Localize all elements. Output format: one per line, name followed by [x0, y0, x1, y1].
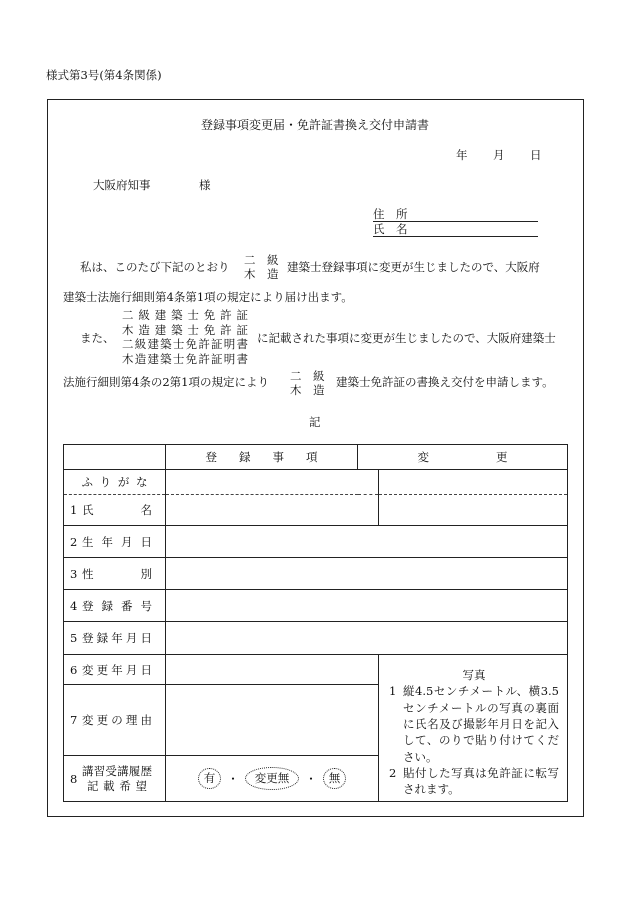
para1-post: 建築士登録事項に変更が生じましたので、大阪府: [287, 260, 540, 274]
para2-line2-post: 建築士免許証の書換え交付を申請します。: [336, 375, 554, 389]
address-label: 住 所: [373, 207, 408, 221]
row-sex-cell[interactable]: [166, 558, 568, 590]
row-change-date-label: 6 変更年月日: [64, 655, 166, 685]
furigana-change-cell[interactable]: [379, 470, 568, 495]
row-name-label: 1 氏名: [64, 495, 166, 526]
para1-line2: 建築士法施行細則第4条第1項の規定により届け出ます。: [63, 290, 353, 304]
registration-table: [63, 444, 568, 802]
license-mokuzo-shomeisho: 木造建築士免許証明書: [122, 352, 248, 367]
furigana-registration-cell[interactable]: [166, 470, 379, 495]
furigana-text: ふ り が な: [81, 475, 148, 489]
row-sex-label: 3 性別: [64, 558, 166, 590]
photo-title: 写真: [462, 668, 486, 682]
license-nikyu-shomeisho: 二級建築士免許証明書: [122, 337, 248, 352]
header-registration-item: 登 録 事 項: [166, 445, 358, 470]
addressee-honorific: 様: [199, 178, 211, 192]
choice-no-change[interactable]: 変更無: [245, 767, 300, 791]
para2-line2-pre: 法施行細則第4条の2第1項の規定により: [63, 375, 269, 389]
para2-post: に記載された事項に変更が生じましたので、大阪府建築士: [257, 331, 556, 345]
choice-separator-2: ・: [305, 771, 317, 786]
row-registration-date-cell[interactable]: [166, 622, 568, 655]
header-blank: [64, 445, 166, 470]
name-line: [373, 236, 538, 237]
row-change-reason-label: 7 変更の理由: [64, 685, 166, 756]
addressee-name: 大阪府知事: [93, 178, 151, 192]
photo-note-2: 2 貼付した写真は免許証に転写されます。: [389, 765, 559, 797]
para2-options: [290, 369, 325, 398]
choice-none[interactable]: 無: [323, 768, 347, 790]
photo-note-1: 1 縦4.5センチメートル、横3.5センチメートルの写真の裏面に氏名及び撮影年月日を記入して、のりで貼り付けてください。: [389, 684, 559, 764]
para1-options: [244, 253, 279, 282]
license-nikyu-menkyosho: 二級建築士免許証: [122, 308, 248, 322]
date-year: 年: [456, 148, 468, 162]
photo-box[interactable]: [379, 655, 568, 802]
form-id: 様式第3号(第4条関係): [46, 68, 162, 82]
ki-label: 記: [309, 415, 321, 429]
header-change: 変 更: [358, 445, 568, 470]
row-birthdate-label: 2 生年月日: [64, 526, 166, 558]
row-change-date-cell[interactable]: [166, 655, 379, 685]
date-month: 月: [493, 148, 505, 162]
row-name-change-cell[interactable]: [379, 495, 568, 526]
row-registration-number-label: 4 登録番号: [64, 590, 166, 622]
form-title: 登録事項変更届・免許証書換え交付申請書: [201, 118, 430, 132]
row-training-history-label: 8 講習受講履歴 記載希望: [64, 756, 166, 802]
row-registration-date-label: 5 登録年月日: [64, 622, 166, 655]
row-change-reason-cell[interactable]: [166, 685, 379, 756]
para1-option-mokuzo: 木 造: [244, 267, 279, 282]
row-birthdate-cell[interactable]: [166, 526, 568, 558]
choice-yes[interactable]: 有: [198, 768, 222, 790]
row-training-history-cell: [166, 756, 379, 802]
name-label: 氏 名: [373, 222, 408, 236]
para2-option-mokuzo: 木 造: [290, 383, 325, 398]
para2-pre: また、: [80, 331, 115, 345]
furigana-label: [64, 470, 166, 495]
choice-separator-1: ・: [227, 771, 239, 786]
para1-option-nikyu: 二 級: [244, 253, 279, 267]
para1-pre: 私は、このたび下記のとおり: [80, 260, 230, 274]
date-day: 日: [530, 148, 542, 162]
para2-license-list: [122, 308, 248, 367]
para2-option-nikyu: 二 級: [290, 369, 325, 383]
row-registration-number-cell[interactable]: [166, 590, 568, 622]
license-mokuzo-menkyosho: 木造建築士免許証: [122, 322, 248, 337]
row-name-registration-cell[interactable]: [166, 495, 379, 526]
